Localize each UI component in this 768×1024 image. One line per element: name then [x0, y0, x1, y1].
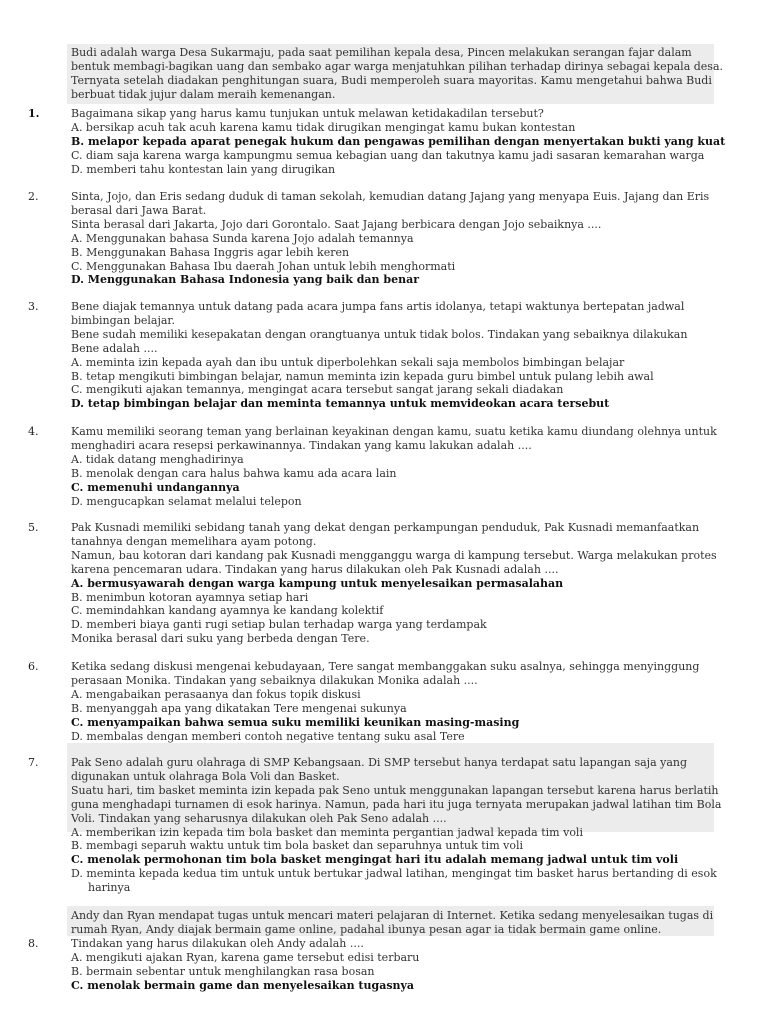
- question-text: Bene adalah ....: [71, 341, 158, 355]
- option-a: A. meminta izin kepada ayah dan ibu untuk diperbolehkan sekali saja membolos bimbingan belajar: [71, 355, 625, 369]
- intro-line: Andy dan Ryan mendapat tugas untuk mencari materi pelajaran di Internet. Ketika sedang menyelesaikan tugas di: [71, 909, 714, 922]
- question-text: Bagaimana sikap yang harus kamu tunjukan untuk melawan ketidakadilan tersebut?: [71, 107, 544, 120]
- option-c: C. memindahkan kandang ayamnya ke kandang kolektif: [71, 604, 384, 618]
- intro-line: rumah Ryan, Andy diajak bermain game online, padahal ibunya pesan agar ia tidak bermain game online.: [71, 922, 662, 936]
- question-text: berasal dari Jawa Barat.: [71, 203, 207, 217]
- option-d-answer: D. Menggunakan Bahasa Indonesia yang baik dan benar: [71, 273, 419, 287]
- option-c: C. diam saja karena warga kampungmu semua kebagian uang dan takutnya kamu jadi sasaran kemarahan warga: [71, 148, 705, 162]
- option-a: A. mengabaikan perasaanya dan fokus topik diskusi: [71, 687, 361, 701]
- intro-paragraph-8: [71, 909, 721, 937]
- option-c-answer: C. menolak bermain game dan menyelesaikan tugasnya: [71, 978, 415, 992]
- question-number: 8.: [28, 937, 39, 950]
- option-a: A. mengikuti ajakan Ryan, karena game tersebut edisi terbaru: [71, 950, 420, 964]
- option-d: D. meminta kepada kedua tim untuk untuk bertukar jadwal latihan, mengingat tim basket harus bertanding di esok: [71, 867, 717, 881]
- option-b: B. Menggunakan Bahasa Inggris agar lebih keren: [71, 245, 350, 259]
- option-d-answer: D. tetap bimbingan belajar dan meminta temannya untuk memvideokan acara tersebut: [71, 397, 610, 411]
- question-text: Voli. Tindakan yang seharusnya dilakukan oleh Pak Seno adalah ....: [71, 811, 447, 825]
- question-number: 1.: [28, 107, 40, 120]
- question-text: tanahnya dengan memelihara ayam potong.: [71, 534, 317, 548]
- option-c-answer: C. menyampaikan bahwa semua suku memiliki keunikan masing-masing: [71, 715, 520, 729]
- option-b-answer: B. melapor kepada aparat penegak hukum dan pengawas pemilihan dengan menyertakan bukti yang kuat: [71, 134, 726, 148]
- question-text: Suatu hari, tim basket meminta izin kepada pak Seno untuk menggunakan lapangan tersebut karena harus berlatih: [71, 783, 719, 797]
- question-text: Tindakan yang harus dilakukan oleh Andy adalah ....: [71, 937, 364, 950]
- question-number: 7.: [28, 756, 39, 769]
- option-d: D. mengucapkan selamat melalui telepon: [71, 494, 302, 508]
- option-b: B. menolak dengan cara halus bahwa kamu ada acara lain: [71, 466, 397, 480]
- intro-line: Budi adalah warga Desa Sukarmaju, pada saat pemilihan kepala desa, Pincen melakukan serangan fajar dalam: [71, 46, 692, 59]
- option-a: A. bersikap acuh tak acuh karena kamu tidak dirugikan mengingat kamu bukan kontestan: [71, 120, 576, 134]
- option-b: B. tetap mengikuti bimbingan belajar, namun meminta izin kepada guru bimbel untuk pulang lebih awal: [71, 369, 654, 383]
- option-d: D. memberi biaya ganti rugi setiap bulan terhadap warga yang terdampak: [71, 618, 487, 632]
- question-text: Ketika sedang diskusi mengenai kebudayaan, Tere sangat membanggakan suku asalnya, sehingga menyinggung: [71, 660, 700, 673]
- question-text: Bene diajak temannya untuk datang pada acara jumpa fans artis idolanya, tetapi waktunya bertepatan jadwal: [71, 300, 685, 313]
- question-text: Sinta berasal dari Jakarta, Jojo dari Gorontalo. Saat Jajang berbicara dengan Jojo sebaiknya ....: [71, 217, 602, 231]
- option-c-answer: C. menolak permohonan tim bola basket mengingat hari itu adalah memang jadwal untuk tim voli: [71, 853, 679, 867]
- option-b: B. bermain sebentar untuk menghilangkan rasa bosan: [71, 964, 375, 978]
- question-number: 6.: [28, 660, 39, 673]
- option-a: A. tidak datang menghadirinya: [71, 452, 244, 466]
- question-number: 4.: [28, 425, 39, 438]
- intro-line: Ternyata setelah diadakan penghitungan suara, Budi memperoleh suara mayoritas. Kamu mengetahui bahwa Budi: [71, 73, 712, 87]
- option-c: C. Menggunakan Bahasa Ibu daerah Johan untuk lebih menghormati: [71, 259, 456, 273]
- option-c: C. mengikuti ajakan temannya, mengingat acara tersebut sangat jarang sekali diadakan: [71, 383, 564, 397]
- option-c-answer: C. memenuhi undangannya: [71, 480, 240, 494]
- question-text: digunakan untuk olahraga Bola Voli dan Basket.: [71, 769, 340, 783]
- question-text: Bene sudah memiliki kesepakatan dengan orangtuanya untuk tidak bolos. Tindakan yang sebaiknya dilakukan: [71, 327, 688, 341]
- question-text: Pak Kusnadi memiliki sebidang tanah yang dekat dengan perkampungan penduduk, Pak Kusnadi memanfaatkan: [71, 521, 700, 534]
- question-text: menghadiri acara resepsi perkawinannya. Tindakan yang kamu lakukan adalah ....: [71, 438, 532, 452]
- intro-line: berbuat tidak jujur dalam meraih kemenangan.: [71, 87, 336, 101]
- question-number: 2.: [28, 190, 39, 203]
- question-text: karena pencemaran udara. Tindakan yang harus dilakukan oleh Pak Kusnadi adalah ....: [71, 562, 559, 576]
- question-text: Namun, bau kotoran dari kandang pak Kusnadi mengganggu warga di kampung tersebut. Warga melakukan protes: [71, 548, 717, 562]
- question-number: 5.: [28, 521, 39, 534]
- question-text: Sinta, Jojo, dan Eris sedang duduk di taman sekolah, kemudian datang Jajang yang menyapa Euis. Jajang dan Eris: [71, 190, 710, 203]
- question-number: 3.: [28, 300, 39, 313]
- question-text: guna menghadapi turnamen di esok harinya. Namun, pada hari itu juga ternyata merupakan jadwal latihan tim Bola: [71, 797, 722, 811]
- question-text: bimbingan belajar.: [71, 313, 175, 327]
- option-d: D. membalas dengan memberi contoh negative tentang suku asal Tere: [71, 729, 465, 743]
- option-d: D. memberi tahu kontestan lain yang dirugikan: [71, 162, 336, 176]
- question-text: Kamu memiliki seorang teman yang berlainan keyakinan dengan kamu, suatu ketika kamu diundang olehnya untuk: [71, 425, 717, 438]
- option-b: B. menimbun kotoran ayamnya setiap hari: [71, 590, 309, 604]
- option-d-continuation: harinya: [88, 881, 131, 895]
- intro-paragraph-1: [71, 46, 724, 102]
- option-b: B. menyanggah apa yang dikatakan Tere mengenai sukunya: [71, 701, 407, 715]
- intro-line: bentuk membagi-bagikan uang dan sembako agar warga menjatuhkan pilihan terhadap dirinya sebagai kepala desa.: [71, 59, 724, 73]
- option-a-answer: A. bermusyawarah dengan warga kampung untuk menyelesaikan permasalahan: [71, 576, 564, 590]
- question-text: perasaan Monika. Tindakan yang sebaiknya dilakukan Monika adalah ....: [71, 673, 478, 687]
- context-line: Monika berasal dari suku yang berbeda dengan Tere.: [71, 632, 370, 646]
- option-a: A. memberikan izin kepada tim bola basket dan meminta pergantian jadwal kepada tim voli: [71, 825, 583, 839]
- option-a: A. Menggunakan bahasa Sunda karena Jojo adalah temannya: [71, 231, 414, 245]
- option-b: B. membagi separuh waktu untuk tim bola basket dan separuhnya untuk tim voli: [71, 839, 523, 853]
- question-text: Pak Seno adalah guru olahraga di SMP Kebangsaan. Di SMP tersebut hanya terdapat satu lapangan saja yang: [71, 756, 688, 769]
